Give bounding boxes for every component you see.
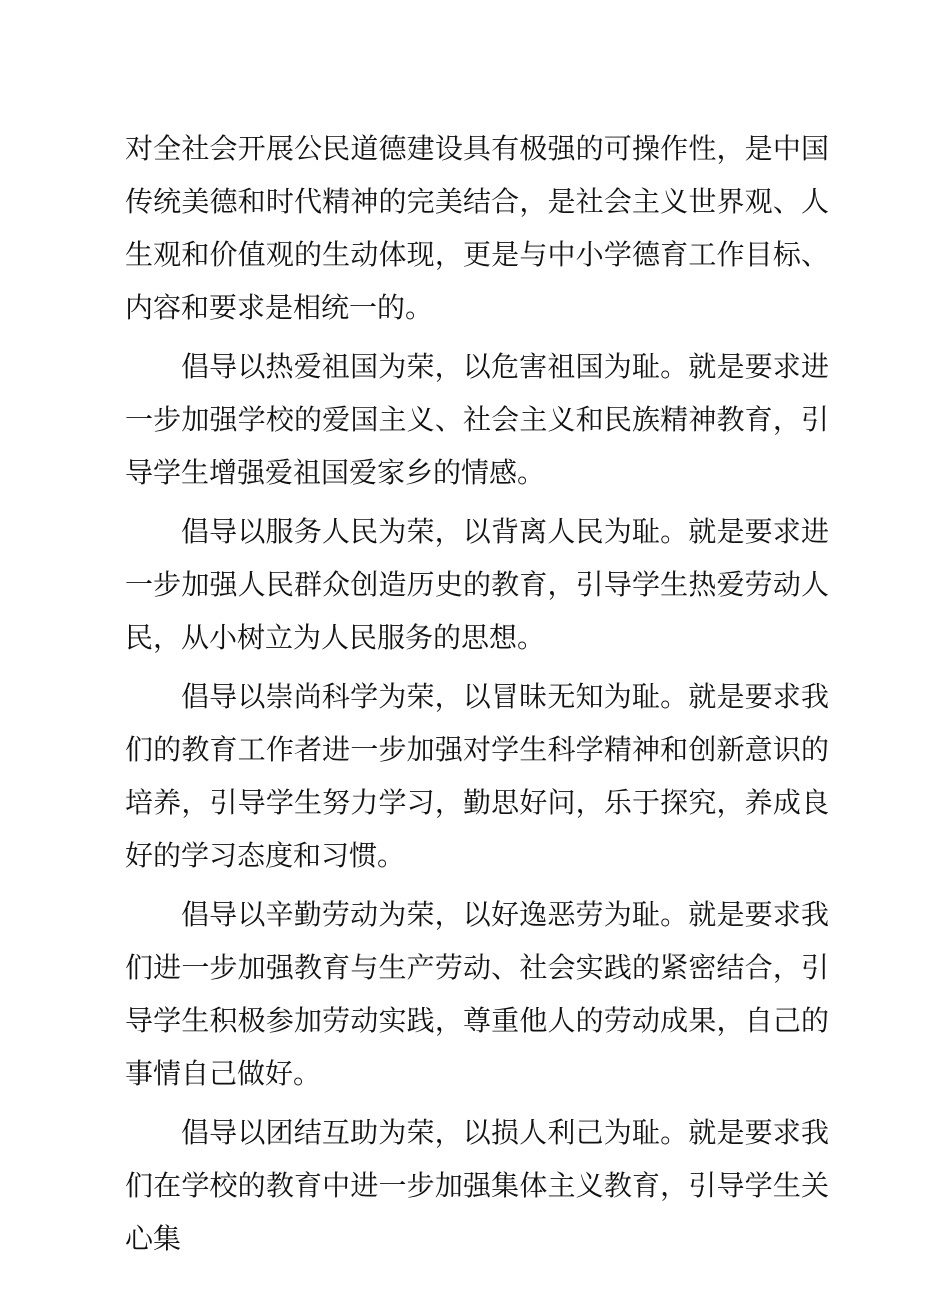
paragraph-science: 倡导以崇尚科学为荣，以冒昧无知为耻。就是要求我们的教育工作者进一步加强对学生科学精神和创新意识的培养，引导学生努力学习，勤思好问，乐于探究，养成良好的学习态度和习惯。 (125, 680, 829, 872)
paragraph-unity: 倡导以团结互助为荣，以损人利己为耻。就是要求我们在学校的教育中进一步加强集体主义教育，引导学生关心集 (125, 1116, 829, 1255)
document-page (125, 122, 829, 1271)
paragraph-labor: 倡导以辛勤劳动为荣，以好逸恶劳为耻。就是要求我们进一步加强教育与生产劳动、社会实践的紧密结合，引导学生积极参加劳动实践，尊重他人的劳动成果，自己的事情自己做好。 (125, 898, 829, 1090)
paragraph-patriotism: 倡导以热爱祖国为荣，以危害祖国为耻。就是要求进一步加强学校的爱国主义、社会主义和民族精神教育，引导学生增强爱祖国爱家乡的情感。 (125, 350, 829, 489)
paragraph-serve-people: 倡导以服务人民为荣，以背离人民为耻。就是要求进一步加强人民群众创造历史的教育，引导学生热爱劳动人民，从小树立为人民服务的思想。 (125, 515, 829, 654)
paragraph-continuation: 对全社会开展公民道德建设具有极强的可操作性，是中国传统美德和时代精神的完美结合，是社会主义世界观、人生观和价值观的生动体现，更是与中小学德育工作目标、内容和要求是相统一的。 (125, 132, 829, 324)
